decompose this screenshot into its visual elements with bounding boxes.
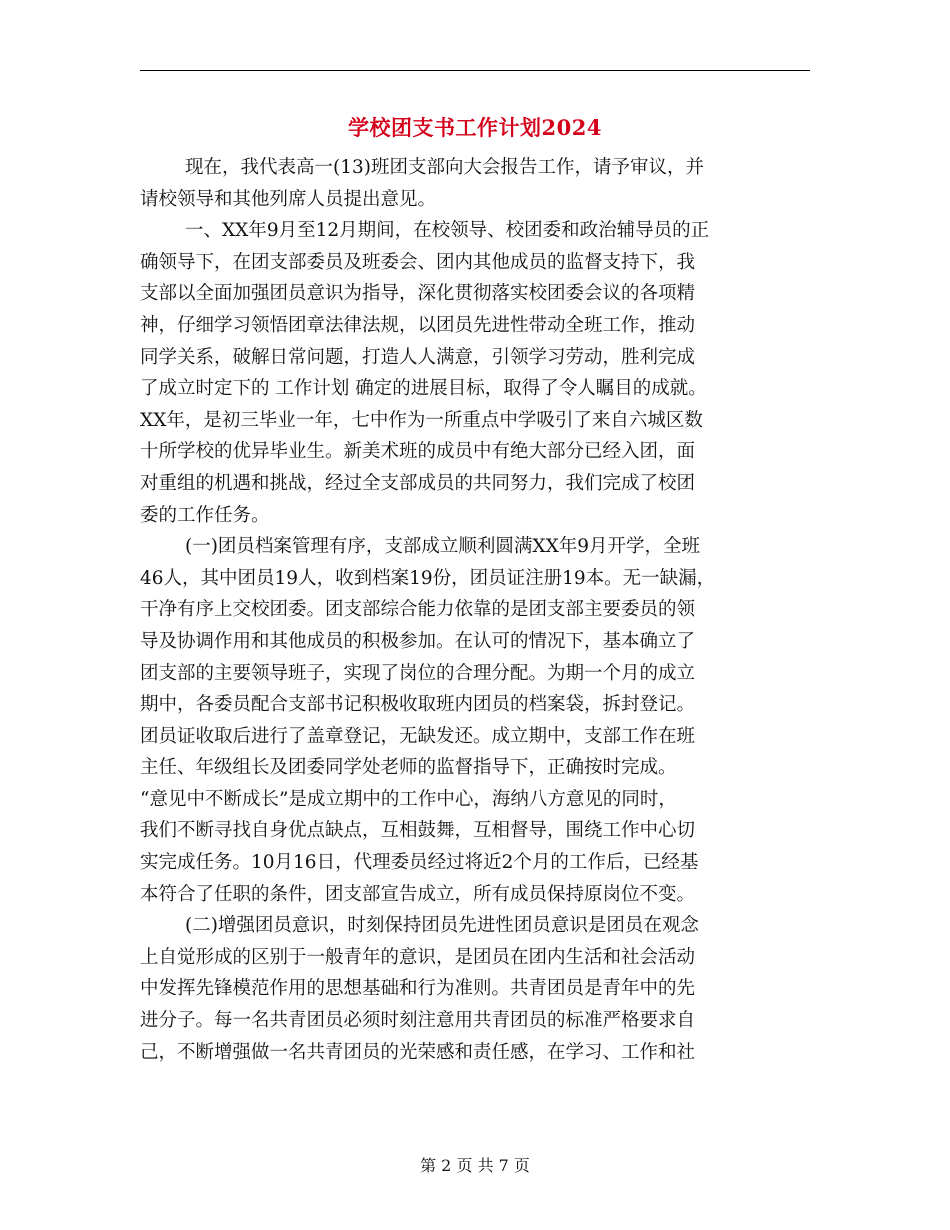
body-line: 确领导下，在团支部委员及班委会、团内其他成员的监督支持下，我 bbox=[140, 251, 696, 273]
body-line: 一、XX年9月至12月期间，在校领导、校团委和政治辅导员的正 bbox=[185, 220, 710, 242]
body-line: 导及协调作用和其他成员的积极参加。在认可的情况下，基本确立了 bbox=[140, 630, 696, 652]
body-line: 主任、年级组长及团委同学处老师的监督指导下，正确按时完成。 bbox=[140, 757, 677, 779]
body-line: 我们不断寻找自身优点缺点，互相鼓舞，互相督导，围绕工作中心切 bbox=[140, 820, 696, 842]
body-line: 请校领导和其他列席人员提出意见。 bbox=[140, 188, 437, 210]
body-line: (一)团员档案管理有序，支部成立顺利圆满XX年9月开学，全班 bbox=[185, 536, 701, 558]
body-line: 现在，我代表高一(13)班团支部向大会报告工作，请予审议，并 bbox=[185, 157, 704, 178]
document-title: 学校团支书工作计划2024 bbox=[348, 115, 602, 140]
body-line: 团员证收取后进行了盖章登记，无缺发还。成立期中，支部工作在班 bbox=[140, 725, 696, 747]
body-line: 进分子。每一名共青团员必须时刻注意用共青团员的标准严格要求自 bbox=[140, 1010, 696, 1032]
body-line: 对重组的机遇和挑战，经过全支部成员的共同努力，我们完成了校团 bbox=[140, 472, 696, 494]
body-line: 本符合了任职的条件，团支部宣告成立，所有成员保持原岗位不变。 bbox=[140, 883, 696, 905]
header-rule bbox=[140, 70, 810, 71]
body-line: “意见中不断成长”是成立期中的工作中心，海纳八方意见的同时， bbox=[140, 788, 677, 810]
body-line: 了成立时定下的 工作计划 确定的进展目标，取得了令人瞩目的成就。 bbox=[140, 378, 707, 400]
body-line: 实完成任务。10月16日，代理委员经过将近2个月的工作后，已经基 bbox=[140, 852, 699, 874]
page-number-footer: 第 2 页 共 7 页 bbox=[420, 1156, 530, 1175]
body-line: 上自觉形成的区别于一般青年的意识，是团员在团内生活和社会活动 bbox=[140, 946, 696, 968]
body-line: 期中，各委员配合支部书记积极收取班内团员的档案袋，拆封登记。 bbox=[140, 694, 696, 716]
body-line: 中发挥先锋模范作用的思想基础和行为准则。共青团员是青年中的先 bbox=[140, 978, 696, 1000]
body-line: 十所学校的优异毕业生。新美术班的成员中有绝大部分已经入团，面 bbox=[140, 441, 696, 463]
body-line: 委的工作任务。 bbox=[140, 504, 270, 526]
document-body bbox=[140, 152, 812, 1068]
body-line: 干净有序上交校团委。团支部综合能力依靠的是团支部主要委员的领 bbox=[140, 599, 696, 621]
body-line: 己，不断增强做一名共青团员的光荣感和责任感，在学习、工作和社 bbox=[140, 1041, 696, 1063]
body-line: 46人，其中团员19人，收到档案19份，团员证注册19本。无一缺漏， bbox=[140, 567, 716, 589]
body-line: 神，仔细学习领悟团章法律法规，以团员先进性带动全班工作，推动 bbox=[140, 314, 696, 336]
body-line: (二)增强团员意识，时刻保持团员先进性团员意识是团员在观念 bbox=[185, 915, 699, 937]
body-line: 支部以全面加强团员意识为指导，深化贯彻落实校团委会议的各项精 bbox=[140, 283, 696, 305]
body-line: 同学关系，破解日常问题，打造人人满意，引领学习劳动，胜利完成 bbox=[140, 346, 696, 368]
body-line: XX年，是初三毕业一年，七中作为一所重点中学吸引了来自六城区数 bbox=[140, 409, 703, 431]
body-line: 团支部的主要领导班子，实现了岗位的合理分配。为期一个月的成立 bbox=[140, 662, 696, 684]
